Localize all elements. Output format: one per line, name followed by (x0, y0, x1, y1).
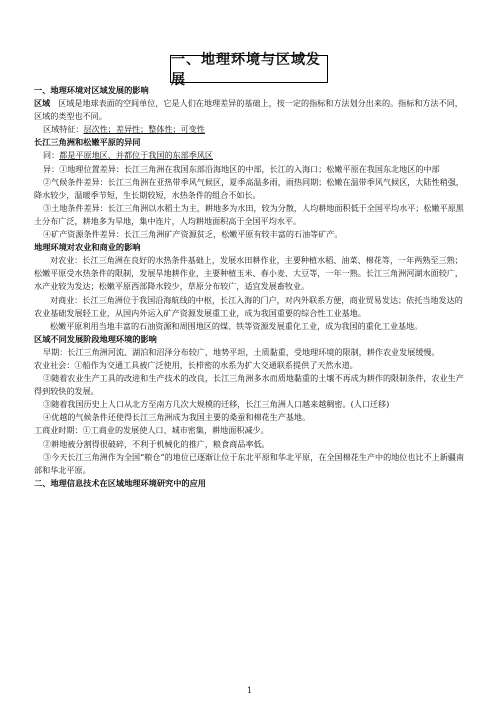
diff-land: ③土地条件差异：长江三角洲以水稻土为主，耕地多为水田，较为分散，人均耕地面积低于全国平均水平；松嫩平原黑土分布广泛，耕地多为旱地，集中连片，人均耕地面积高于全国平均水平。 (34, 202, 464, 226)
region-term: 区域 (34, 98, 51, 109)
region-def-text: 区域是地球表面的空间单位，它是人们在地理差异的基础上，按一定的指标和方法划分出来的。指标和方法不同，区域的类型也不同。 (34, 98, 463, 122)
same-points (34, 149, 467, 162)
subheading-agri-commerce: 地理环境对农业和商业的影响 (34, 242, 141, 253)
page-title: 一、地理环境与区域发展 (170, 55, 328, 83)
subheading-comparison: 长江三角洲和松嫩平原的异同 (34, 137, 141, 148)
same-label: 同： (43, 150, 60, 161)
industrial-1: 工商业时期：①工商业的发展使人口、城市密集，耕地面积减少。 (34, 425, 269, 436)
subheading-stages: 区域不同发展阶段地理环境的影响 (34, 333, 157, 344)
agri-paragraph: 对农业：长江三角洲在良好的水热条件基础上，发展水田耕作业，主要种植水稻、油菜、棉花等，一年两熟至三熟；松嫩平原受水热条件的限制，发展旱地耕作业，主要种植玉米、春小麦、大豆等，一年一熟。长江三角洲河湖水面较广，水产业较为发达；松嫩平原西部降水较少，草原分布较广，适宜发展畜牧业。 (34, 255, 463, 292)
agri-society-2: ②随着农业生产工具的改进和生产技术的改良，长江三角洲多水而质地黏重的土壤不再成为耕作的限制条件，农业生产得到较快的发展。 (34, 373, 464, 397)
region-feat-label: 区域特征： (43, 124, 84, 135)
songnen-industry-paragraph: 松嫩平原利用当地丰富的石油资源和周围地区的煤、铁等资源发展重化工业，成为我国的重化工业基地。 (50, 320, 423, 331)
agri-society-1: 农业社会：①船作为交通工具被广泛使用，长栉密的水系为扩大交通联系提供了天然水道。 (34, 359, 358, 370)
diff-minerals: ④矿产资源条件差异：长江三角洲矿产资源贫乏，松嫩平原有较丰富的石油等矿产。 (43, 229, 343, 240)
industrial-2: ②耕地被分割得很破碎，不利于机械化的推广，粮食商品率低。 (43, 438, 270, 449)
same-text: 都是平原地区，并都位于我国的东部季风区 (59, 150, 213, 161)
document-body (34, 84, 467, 490)
diff-climate: ②气候条件差异：长江三角洲在亚热带季风气候区，夏季高温多雨，雨热同期；松嫩在温带季风气候区，大陆性稍强，降水较少，温暖季节短，生长期较短，水热条件的组合不如长。 (34, 176, 464, 200)
region-feat-text: 层次性；差异性；整体性；可变性 (83, 124, 205, 135)
commerce-paragraph: 对商业：长江三角洲位于我国沿海航线的中枢，长江入海的门户，对内外联系方便，商业贸易发达；依托当地发达的农业基础发展轻工业，从国内外运入矿产资源发展重工业，成为我国重要的综合性工业基地。 (34, 294, 463, 318)
page-number: 1 (246, 686, 253, 695)
industrial-3: ③今天长江三角洲作为全国“粮仓”的地位已逐渐让位于东北平原和华北平原，在全国棉花生产中的地位也比不上新疆南部和华北平原。 (34, 451, 465, 475)
section-heading-2: 二、地理信息技术在区域地理环境研究中的应用 (34, 477, 206, 488)
diff-location: 异：①地理位置差异：长江三角洲在我国东部沿海地区的中部，长江的入海口；松嫩平原在我国东北地区的中部 (43, 163, 440, 174)
section-heading-1: 一、地理环境对区域发展的影响 (34, 85, 149, 95)
early-stage: 早期：长江三角洲河流、湖泊和沼泽分布较广，地势平坦，土质黏重，受地理环境的限制，耕作农业发展缓慢。 (43, 346, 440, 357)
agri-society-4: ④优越的气候条件还使得长江三角洲成为我国主要的桑蚕和棉花生产基地。 (43, 412, 311, 423)
region-features (34, 123, 467, 136)
region-definition (34, 97, 467, 123)
agri-society-3: ③随着我国历史上人口从北方至南方几次大规模的迁移，长江三角洲人口越来越稠密。(人口迁移) (43, 399, 390, 410)
